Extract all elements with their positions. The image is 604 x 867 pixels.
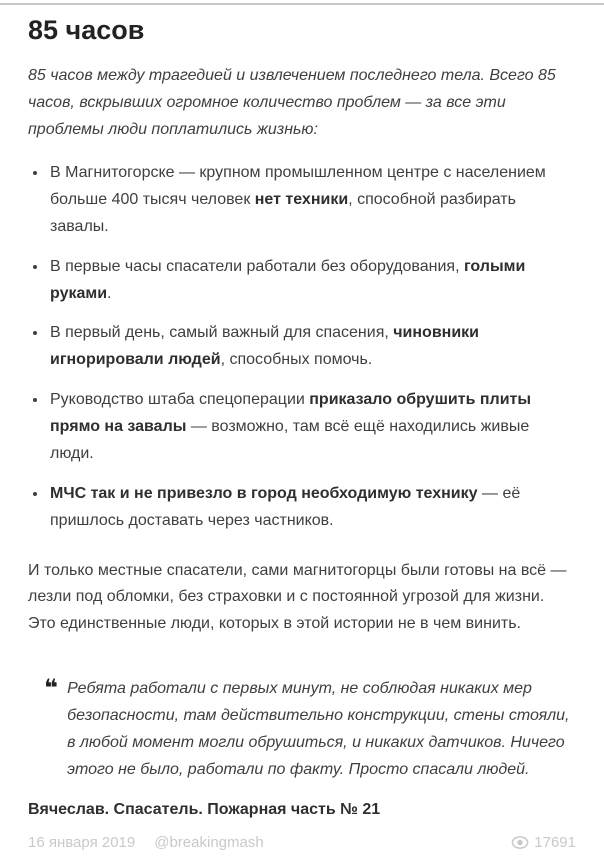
body-paragraph: И только местные спасатели, сами магнитогорцы были готовы на всё — лезли под обломки, без страховки и с постоянной угрозой для жизни. Это единственные люди, которых в этой истории не в чем винить. [28, 561, 567, 633]
list-item-emphasis: МЧС так и не привезло в город необходимую технику [50, 484, 478, 502]
intro-paragraph: 85 часов между трагедией и извлечением последнего тела. Всего 85 часов, вскрывших огромное количество проблем — за все эти проблемы люди поплатились жизнью: [28, 67, 556, 139]
list-item-text: В первый день, самый важный для спасения, [50, 324, 394, 342]
issues-list [28, 160, 576, 535]
eye-icon [511, 836, 529, 849]
list-item-text: В первые часы спасатели работали без оборудования, [50, 257, 464, 275]
list-item [48, 160, 576, 241]
channel-link[interactable]: @breakingmash [154, 833, 264, 851]
list-item [48, 320, 576, 374]
list-item [48, 254, 576, 308]
list-item-text: Руководство штаба спецоперации [50, 391, 310, 409]
meta-left [28, 834, 264, 851]
top-divider [0, 3, 604, 5]
post-date: 16 января 2019 [28, 833, 136, 851]
list-item [48, 387, 576, 468]
page-title: 85 часов [28, 15, 145, 45]
list-item-emphasis: нет техники [254, 190, 349, 208]
list-item-text: — возможно, там всё ещё находились живые люди. [50, 418, 530, 462]
quote-mark-icon: ❝ [44, 674, 59, 703]
article-page [0, 3, 604, 867]
post-meta-footer [28, 834, 576, 867]
list-item-text: — её пришлось доставать через частников. [50, 484, 521, 529]
list-item [48, 481, 576, 535]
list-item-emphasis: чиновники игнорировали людей [50, 324, 479, 369]
list-item-emphasis: приказало обрушить плиты прямо на завалы [50, 391, 532, 436]
quote-text: Ребята работали с первых минут, не соблюдая никаких мер безопасности, там действительно конструкции, стены стояли, в любой момент могли обрушиться, и никаких датчиков. Ничего этого не было, работали по факту. Просто спасали людей. [67, 680, 570, 778]
list-item-text: , способных помочь. [220, 351, 373, 369]
blockquote [44, 676, 576, 784]
views-counter [511, 834, 576, 851]
views-count: 17691 [534, 833, 576, 851]
list-item-text: , способной разбирать завалы. [50, 190, 516, 235]
list-item-text: . [107, 284, 112, 302]
article-content [0, 14, 604, 867]
quote-attribution: Вячеслав. Спасатель. Пожарная часть № 21 [28, 800, 381, 818]
list-item-text: В Магнитогорске — крупном промышленном центре с населением больше 400 тысяч человек [50, 164, 546, 208]
list-item-emphasis: голыми руками [50, 257, 526, 302]
